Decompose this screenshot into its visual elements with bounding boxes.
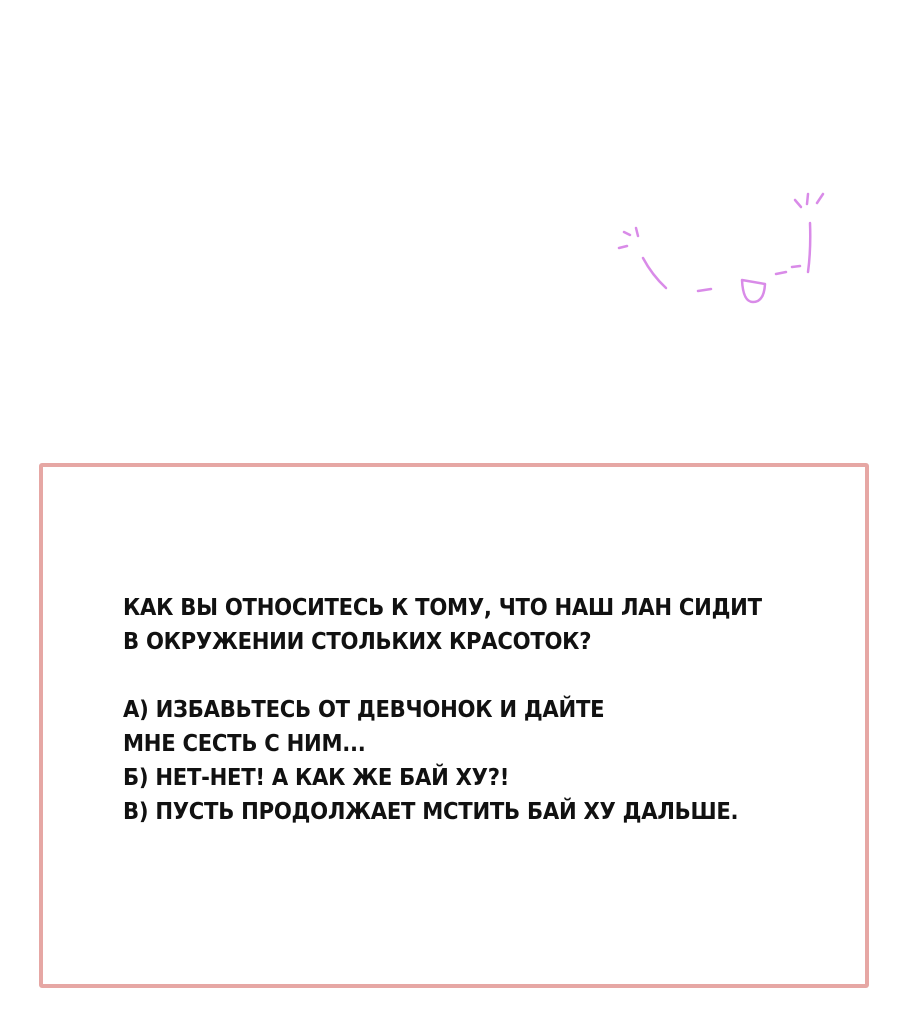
smiling-face-doodle-icon xyxy=(600,180,840,310)
question-line-2: В ОКРУЖЕНИИ СТОЛЬКИХ КРАСОТОК? xyxy=(123,629,592,655)
question-line-1: КАК ВЫ ОТНОСИТЕСЬ К ТОМУ, ЧТО НАШ ЛАН СИДИТ xyxy=(123,595,762,621)
answer-c: В) ПУСТЬ ПРОДОЛЖАЕТ МСТИТЬ БАЙ ХУ ДАЛЬШЕ. xyxy=(123,799,739,825)
answer-a-line-2: МНЕ СЕСТЬ С НИМ... xyxy=(123,731,366,757)
answer-a-line-1: А) ИЗБАВЬТЕСЬ ОТ ДЕВЧОНОК И ДАЙТЕ xyxy=(123,697,605,723)
quiz-text xyxy=(123,591,767,829)
quiz-panel xyxy=(39,463,869,988)
spacer xyxy=(123,659,767,693)
answer-b: Б) НЕТ-НЕТ! А КАК ЖЕ БАЙ ХУ?! xyxy=(123,765,510,791)
